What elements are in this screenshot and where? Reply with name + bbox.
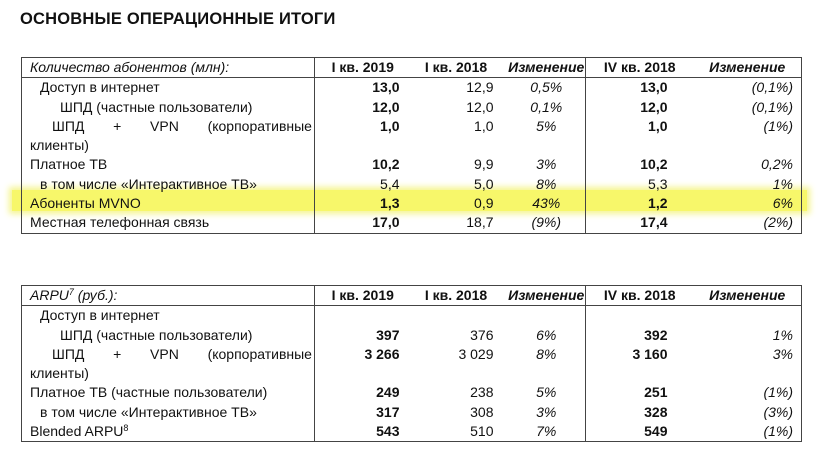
- cell-change-qoq: 1%: [694, 175, 802, 194]
- cell-q1-2019: 317: [376, 403, 400, 420]
- cell-q4-2018: 17,4: [586, 213, 694, 233]
- table-row: [22, 364, 802, 383]
- cell-q4-2018: 10,2: [640, 156, 668, 173]
- table-row: [22, 403, 802, 422]
- cell-change-qoq: (1%): [694, 422, 802, 442]
- cell-q1-2018: 510: [411, 422, 502, 442]
- cell-q1-2018: 9,9: [474, 156, 494, 173]
- header-label: ARPU$^7$ (руб.):: [22, 286, 315, 306]
- cell-change-qoq: 6%: [694, 194, 802, 213]
- row-label: ШПД + VPN (корпоративные: [52, 117, 312, 134]
- cell-change-yoy: (9%): [502, 213, 586, 233]
- row-label: ШПД (частные пользователи): [60, 98, 253, 115]
- row-label: Местная телефонная связь: [22, 213, 315, 233]
- row-label: Платное ТВ (частные пользователи): [22, 383, 315, 402]
- cell-change-qoq: (1%): [694, 383, 802, 402]
- header-label: Количество абонентов (млн):: [22, 58, 315, 78]
- cell-change-yoy: 7%: [502, 422, 586, 442]
- cell-change-qoq: 3%: [694, 345, 802, 364]
- table-row-mvno: [22, 194, 802, 213]
- cell-change-yoy: 43%: [502, 194, 586, 213]
- cell-q4-2018: 1,2: [648, 195, 668, 212]
- cell-q4-2018: 1,0: [648, 117, 668, 134]
- row-label: Платное ТВ: [22, 155, 315, 174]
- header-change-yoy: Изменение: [502, 58, 586, 78]
- header-q1-2018: I кв. 2018: [411, 286, 502, 306]
- arpu-table: [21, 285, 802, 442]
- cell-change-yoy: 6%: [502, 326, 586, 345]
- cell-q1-2018: 12,9: [466, 79, 494, 96]
- row-label: в том числе «Интерактивное ТВ»: [40, 175, 257, 192]
- cell-q1-2018: 308: [470, 403, 494, 420]
- table-row: [22, 78, 802, 98]
- header-change-qoq: Изменение: [694, 286, 802, 306]
- cell-q1-2019: 1,3: [380, 195, 400, 212]
- cell-change-qoq: (0,1%): [694, 98, 802, 117]
- cell-change-qoq: (1%): [694, 117, 802, 136]
- row-label: ШПД + VPN (корпоративные: [52, 345, 312, 362]
- header-change-yoy: Изменение: [502, 286, 586, 306]
- header-q4-2018: IV кв. 2018: [586, 58, 694, 78]
- header-q1-2018: I кв. 2018: [411, 58, 502, 78]
- cell-q4-2018: 328: [644, 403, 668, 420]
- row-label: Доступ в интернет: [40, 307, 160, 324]
- header-q1-2019: I кв. 2019: [315, 58, 411, 78]
- cell-q1-2019: 13,0: [372, 79, 400, 96]
- cell-q1-2018: 238: [470, 384, 494, 401]
- table-row: [22, 306, 802, 326]
- cell-q1-2018: 0,9: [474, 195, 494, 212]
- row-label-continued: клиенты): [22, 364, 315, 383]
- cell-change-qoq: (2%): [694, 213, 802, 233]
- row-label: Доступ в интернет: [40, 79, 160, 96]
- subscribers-table: [21, 57, 802, 234]
- cell-q1-2018: 3 029: [458, 345, 494, 362]
- cell-q4-2018: 13,0: [640, 79, 668, 96]
- cell-change-yoy: 5%: [502, 383, 586, 402]
- row-label: Blended ARPU$^8$: [22, 422, 315, 442]
- header-q4-2018: IV кв. 2018: [586, 286, 694, 306]
- cell-q4-2018: 251: [644, 384, 668, 401]
- cell-change-yoy: 8%: [502, 345, 586, 364]
- row-label: в том числе «Интерактивное ТВ»: [40, 403, 257, 420]
- table-header-row: [22, 286, 802, 306]
- cell-q4-2018: 3 160: [632, 345, 668, 362]
- table-header-row: [22, 58, 802, 78]
- cell-q4-2018: 5,3: [648, 175, 668, 192]
- row-label: Абоненты MVNO: [22, 194, 315, 213]
- table-row: [22, 175, 802, 194]
- cell-q1-2018: 5,0: [474, 175, 494, 192]
- table-row: [22, 326, 802, 345]
- cell-change-qoq: (0,1%): [694, 78, 802, 98]
- table-row: [22, 136, 802, 155]
- cell-change-yoy: 0,5%: [502, 78, 586, 98]
- header-change-qoq: Изменение: [694, 58, 802, 78]
- cell-change-yoy: 8%: [502, 175, 586, 194]
- cell-q1-2018: 18,7: [411, 213, 502, 233]
- table-row: [22, 155, 802, 174]
- cell-q4-2018: 12,0: [640, 98, 668, 115]
- cell-q1-2019: 249: [376, 384, 400, 401]
- cell-q1-2019: 10,2: [372, 156, 400, 173]
- cell-q1-2019: 12,0: [372, 98, 400, 115]
- cell-change-qoq: 0,2%: [694, 155, 802, 174]
- header-q1-2019: I кв. 2019: [315, 286, 411, 306]
- cell-change-yoy: 3%: [502, 155, 586, 174]
- cell-q4-2018: 549: [586, 422, 694, 442]
- table-row: [22, 98, 802, 117]
- table-row: [22, 422, 802, 442]
- page-title: ОСНОВНЫЕ ОПЕРАЦИОННЫЕ ИТОГИ: [20, 10, 336, 28]
- cell-change-qoq: (3%): [694, 403, 802, 422]
- table-row: [22, 345, 802, 364]
- table-row: [22, 117, 802, 136]
- cell-q1-2019: 543: [315, 422, 411, 442]
- cell-change-qoq: 1%: [694, 326, 802, 345]
- cell-change-yoy: 5%: [502, 117, 586, 136]
- cell-q1-2019: 5,4: [380, 175, 400, 192]
- cell-q1-2019: 3 266: [364, 345, 400, 362]
- row-label-continued: клиенты): [22, 136, 315, 155]
- cell-change-yoy: 0,1%: [502, 98, 586, 117]
- cell-q1-2019: 397: [376, 326, 400, 343]
- table-row: [22, 213, 802, 233]
- cell-q1-2019: 17,0: [315, 213, 411, 233]
- table-row: [22, 383, 802, 402]
- row-label: ШПД (частные пользователи): [60, 326, 253, 343]
- cell-q1-2018: 376: [470, 326, 494, 343]
- cell-q1-2019: 1,0: [380, 117, 400, 134]
- cell-q1-2018: 12,0: [466, 98, 494, 115]
- cell-q1-2018: 1,0: [474, 117, 494, 134]
- cell-q4-2018: 392: [644, 326, 668, 343]
- cell-change-yoy: 3%: [502, 403, 586, 422]
